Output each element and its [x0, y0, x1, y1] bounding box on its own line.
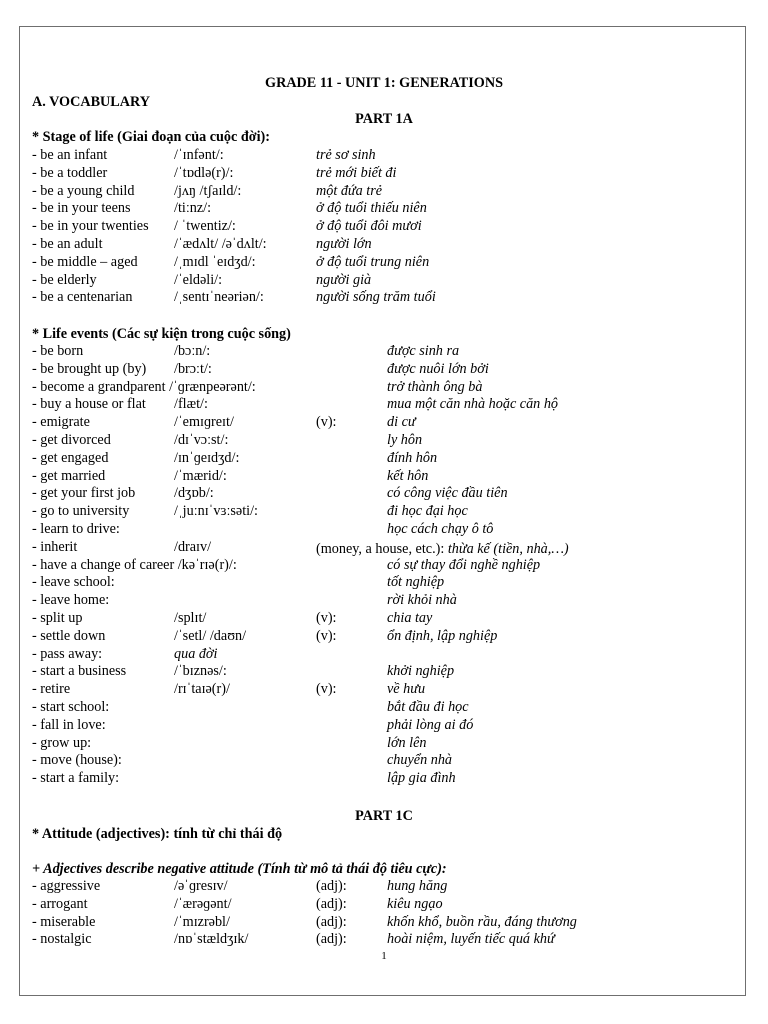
event-pronunciation: /bɔːn/:: [174, 343, 211, 359]
event-term: - leave school:: [32, 574, 115, 591]
stage-meaning: trẻ sơ sinh: [316, 147, 376, 163]
event-row: [0, 485, 768, 503]
adjective-meaning: khốn khổ, buồn rầu, đáng thương: [387, 913, 577, 930]
adjective-meaning: hoài niệm, luyến tiếc quá khứ: [387, 931, 555, 948]
event-row: [0, 450, 768, 468]
event-meaning: chia tay: [387, 610, 433, 626]
event-row: [0, 414, 768, 432]
event-row: [0, 396, 768, 414]
event-term: - split up: [32, 610, 83, 626]
event-meaning: bắt đầu đi học: [387, 699, 469, 715]
stage-term: - be an infant: [32, 147, 108, 163]
event-row: [0, 432, 768, 450]
event-pronunciation: /flæt/:: [174, 396, 208, 413]
event-row: [0, 681, 768, 699]
document-title: GRADE 11 - UNIT 1: GENERATIONS: [265, 75, 503, 91]
event-row: [0, 663, 768, 681]
adjective-meaning: kiêu ngạo: [387, 895, 443, 912]
stage-pronunciation: /jʌŋ /tʃaɪld/:: [174, 182, 242, 199]
stage-term: - be elderly: [32, 271, 97, 288]
adjective-term: - aggressive: [32, 878, 101, 894]
event-meaning: tốt nghiệp: [387, 574, 445, 591]
part-1c-heading: PART 1C: [355, 808, 413, 824]
inherit-note-detail: (money, a house, etc.):: [316, 541, 448, 557]
stage-meaning: ở độ tuổi thiếu niên: [316, 200, 427, 217]
part-1a-heading: PART 1A: [355, 111, 413, 127]
life-events-heading: * Life events (Các sự kiện trong cuộc sống): [32, 326, 291, 342]
stage-row: [0, 254, 768, 272]
event-row: [0, 628, 768, 646]
adjective-meaning: hung hăng: [387, 878, 448, 894]
event-meaning: lớn lên: [387, 734, 427, 751]
event-row: [0, 699, 768, 717]
negative-heading-text: + Adjectives describe negative attitude (Tính từ mô tả thái độ tiêu cực):: [32, 861, 447, 877]
stage-of-life-heading: * Stage of life (Giai đoạn của cuộc đời):: [32, 129, 270, 145]
stage-meaning: ở độ tuổi trung niên: [316, 253, 430, 270]
event-row: [0, 343, 768, 361]
event-row: [0, 503, 768, 521]
event-row: [0, 735, 768, 753]
attitude-heading: * Attitude (adjectives): tính từ chỉ thái độ: [32, 826, 283, 842]
stage-term: - be a young child: [32, 182, 135, 199]
event-term: - start school:: [32, 699, 110, 715]
event-row: [0, 717, 768, 735]
inherit-note: [316, 541, 569, 558]
event-term: - get your first job: [32, 485, 136, 502]
adjective-pronunciation: /ˈærəɡənt/: [174, 895, 232, 912]
event-pronunciation: /dʒɒb/:: [174, 485, 214, 502]
adjective-pronunciation: /ˈmɪzrəbl/: [174, 913, 230, 930]
inherit-note-meaning: thừa kế (tiền, nhà,…): [447, 541, 569, 557]
event-meaning: rời khỏi nhà: [387, 592, 457, 609]
event-part-of-speech: (v):: [316, 681, 337, 698]
event-meaning: kết hôn: [387, 467, 429, 484]
event-meaning: học cách chạy ô tô: [387, 521, 494, 537]
event-term: - have a change of career /kəˈrɪə(r)/:: [32, 556, 237, 573]
event-term: - start a business: [32, 663, 127, 680]
stage-term: - be in your teens: [32, 200, 131, 217]
event-row: [0, 770, 768, 788]
event-term: - grow up:: [32, 734, 92, 751]
event-meaning: lập gia đình: [387, 770, 456, 787]
stage-term: - be in your twenties: [32, 218, 149, 235]
event-meaning: trở thành ông bà: [387, 378, 483, 395]
adjective-term: - nostalgic: [32, 931, 92, 948]
event-pronunciation: qua đời: [174, 645, 218, 662]
event-meaning: ổn định, lập nghiệp: [387, 627, 498, 644]
event-row: [0, 361, 768, 379]
event-term: - emigrate: [32, 414, 90, 431]
event-term: - buy a house or flat: [32, 396, 146, 413]
event-term: - move (house):: [32, 752, 122, 769]
event-term: - go to university: [32, 503, 130, 520]
event-term: - get divorced: [32, 432, 111, 448]
event-pronunciation: /ˈsetl/ /daʊn/: [174, 627, 247, 644]
event-term: - learn to drive:: [32, 521, 120, 537]
event-row: [0, 646, 768, 664]
event-meaning: có công việc đầu tiên: [387, 485, 508, 502]
stage-meaning: trẻ mới biết đi: [316, 164, 397, 181]
adjective-pronunciation: /nɒˈstældʒɪk/: [174, 931, 249, 948]
event-meaning: đính hôn: [387, 449, 438, 466]
event-meaning: về hưu: [387, 681, 426, 698]
stage-row: [0, 147, 768, 165]
stage-pronunciation: /ˌsentɪˈneəriən/:: [174, 289, 264, 306]
event-meaning: phải lòng ai đó: [387, 716, 474, 733]
adjective-part-of-speech: (adj):: [316, 895, 347, 912]
adjective-part-of-speech: (adj):: [316, 931, 347, 948]
event-term: - fall in love:: [32, 716, 106, 733]
stage-row: [0, 200, 768, 218]
event-meaning: được nuôi lớn bởi: [387, 360, 489, 377]
adjective-row: [0, 878, 768, 896]
event-meaning: mua một căn nhà hoặc căn hộ: [387, 396, 559, 413]
event-part-of-speech: (v):: [316, 610, 337, 626]
stage-pronunciation: /ˈeldəli/:: [174, 271, 223, 288]
event-meaning: ly hôn: [387, 432, 423, 448]
event-term: - retire: [32, 681, 71, 698]
stage-meaning: một đứa trẻ: [316, 182, 383, 199]
event-row: [0, 574, 768, 592]
section-heading-vocabulary: A. VOCABULARY: [32, 94, 150, 110]
event-meaning: di cư: [387, 414, 416, 431]
stage-pronunciation: /ˌmɪdl ˈeɪdʒd/:: [174, 253, 256, 270]
negative-attitude-heading: [32, 861, 447, 878]
event-pronunciation: /dɪˈvɔːst/:: [174, 432, 229, 448]
event-term: - get engaged: [32, 449, 109, 466]
event-row: [0, 521, 768, 539]
event-term: - become a grandparent /ˈɡrænpeərənt/:: [32, 378, 256, 395]
stage-meaning: người già: [316, 271, 372, 288]
event-term: - leave home:: [32, 592, 110, 609]
event-pronunciation: /ˈemɪɡreɪt/: [174, 414, 234, 431]
stage-pronunciation: / ˈtwentiz/:: [174, 218, 236, 235]
stage-meaning: người sống trăm tuổi: [316, 289, 436, 306]
adjective-part-of-speech: (adj):: [316, 913, 347, 930]
adjective-row: [0, 896, 768, 914]
stage-pronunciation: /ˈɪnfənt/:: [174, 147, 224, 163]
stage-pronunciation: /ˈædʌlt/ /əˈdʌlt/:: [174, 236, 267, 252]
event-term: - inherit: [32, 538, 78, 555]
adjective-term: - arrogant: [32, 895, 88, 912]
event-meaning: khởi nghiệp: [387, 663, 455, 680]
event-row: [0, 557, 768, 575]
event-row: [0, 379, 768, 397]
event-part-of-speech: (v):: [316, 414, 337, 431]
stage-term: - be an adult: [32, 236, 103, 252]
page-number: 1: [381, 950, 387, 962]
adjective-row: [0, 914, 768, 932]
event-row: [0, 752, 768, 770]
event-row: [0, 468, 768, 486]
stage-meaning: ở độ tuổi đôi mươi: [316, 218, 422, 235]
event-term: - get married: [32, 467, 106, 484]
event-pronunciation: /draɪv/: [174, 538, 212, 555]
stage-row: [0, 289, 768, 307]
stage-pronunciation: /tiːnz/:: [174, 200, 212, 217]
event-meaning: đi học đại học: [387, 503, 468, 520]
adjective-row: [0, 931, 768, 949]
event-term: - be born: [32, 343, 84, 359]
stage-term: - be a toddler: [32, 164, 108, 181]
stage-term: - be middle – aged: [32, 253, 138, 270]
stage-meaning: người lớn: [316, 236, 372, 252]
event-term: - start a family:: [32, 770, 120, 787]
stage-row: [0, 218, 768, 236]
event-row: [0, 610, 768, 628]
adjective-term: - miserable: [32, 913, 96, 930]
event-term: - settle down: [32, 627, 106, 644]
event-pronunciation: /brɔːt/:: [174, 360, 212, 377]
stage-row: [0, 272, 768, 290]
stage-term: - be a centenarian: [32, 289, 133, 306]
stage-pronunciation: /ˈtɒdlə(r)/:: [174, 164, 234, 181]
event-pronunciation: /ˈmærid/:: [174, 467, 227, 484]
event-pronunciation: /splɪt/: [174, 610, 207, 626]
event-part-of-speech: (v):: [316, 627, 337, 644]
event-row: [0, 592, 768, 610]
event-meaning: có sự thay đổi nghề nghiệp: [387, 556, 541, 573]
adjective-part-of-speech: (adj):: [316, 878, 347, 894]
event-term: - pass away:: [32, 645, 103, 662]
stage-row: [0, 183, 768, 201]
event-pronunciation: /ˈbɪznəs/:: [174, 663, 227, 680]
event-meaning: chuyển nhà: [387, 752, 453, 769]
adjective-pronunciation: /əˈɡresɪv/: [174, 878, 228, 894]
stage-row: [0, 165, 768, 183]
event-term: - be brought up (by): [32, 360, 147, 377]
stage-row: [0, 236, 768, 254]
event-meaning: được sinh ra: [387, 343, 460, 359]
event-pronunciation: /ˌjuːnɪˈvɜːsəti/:: [174, 503, 258, 520]
event-pronunciation: /ɪnˈɡeɪdʒd/:: [174, 449, 240, 466]
event-pronunciation: /rɪˈtaɪə(r)/: [174, 681, 230, 698]
